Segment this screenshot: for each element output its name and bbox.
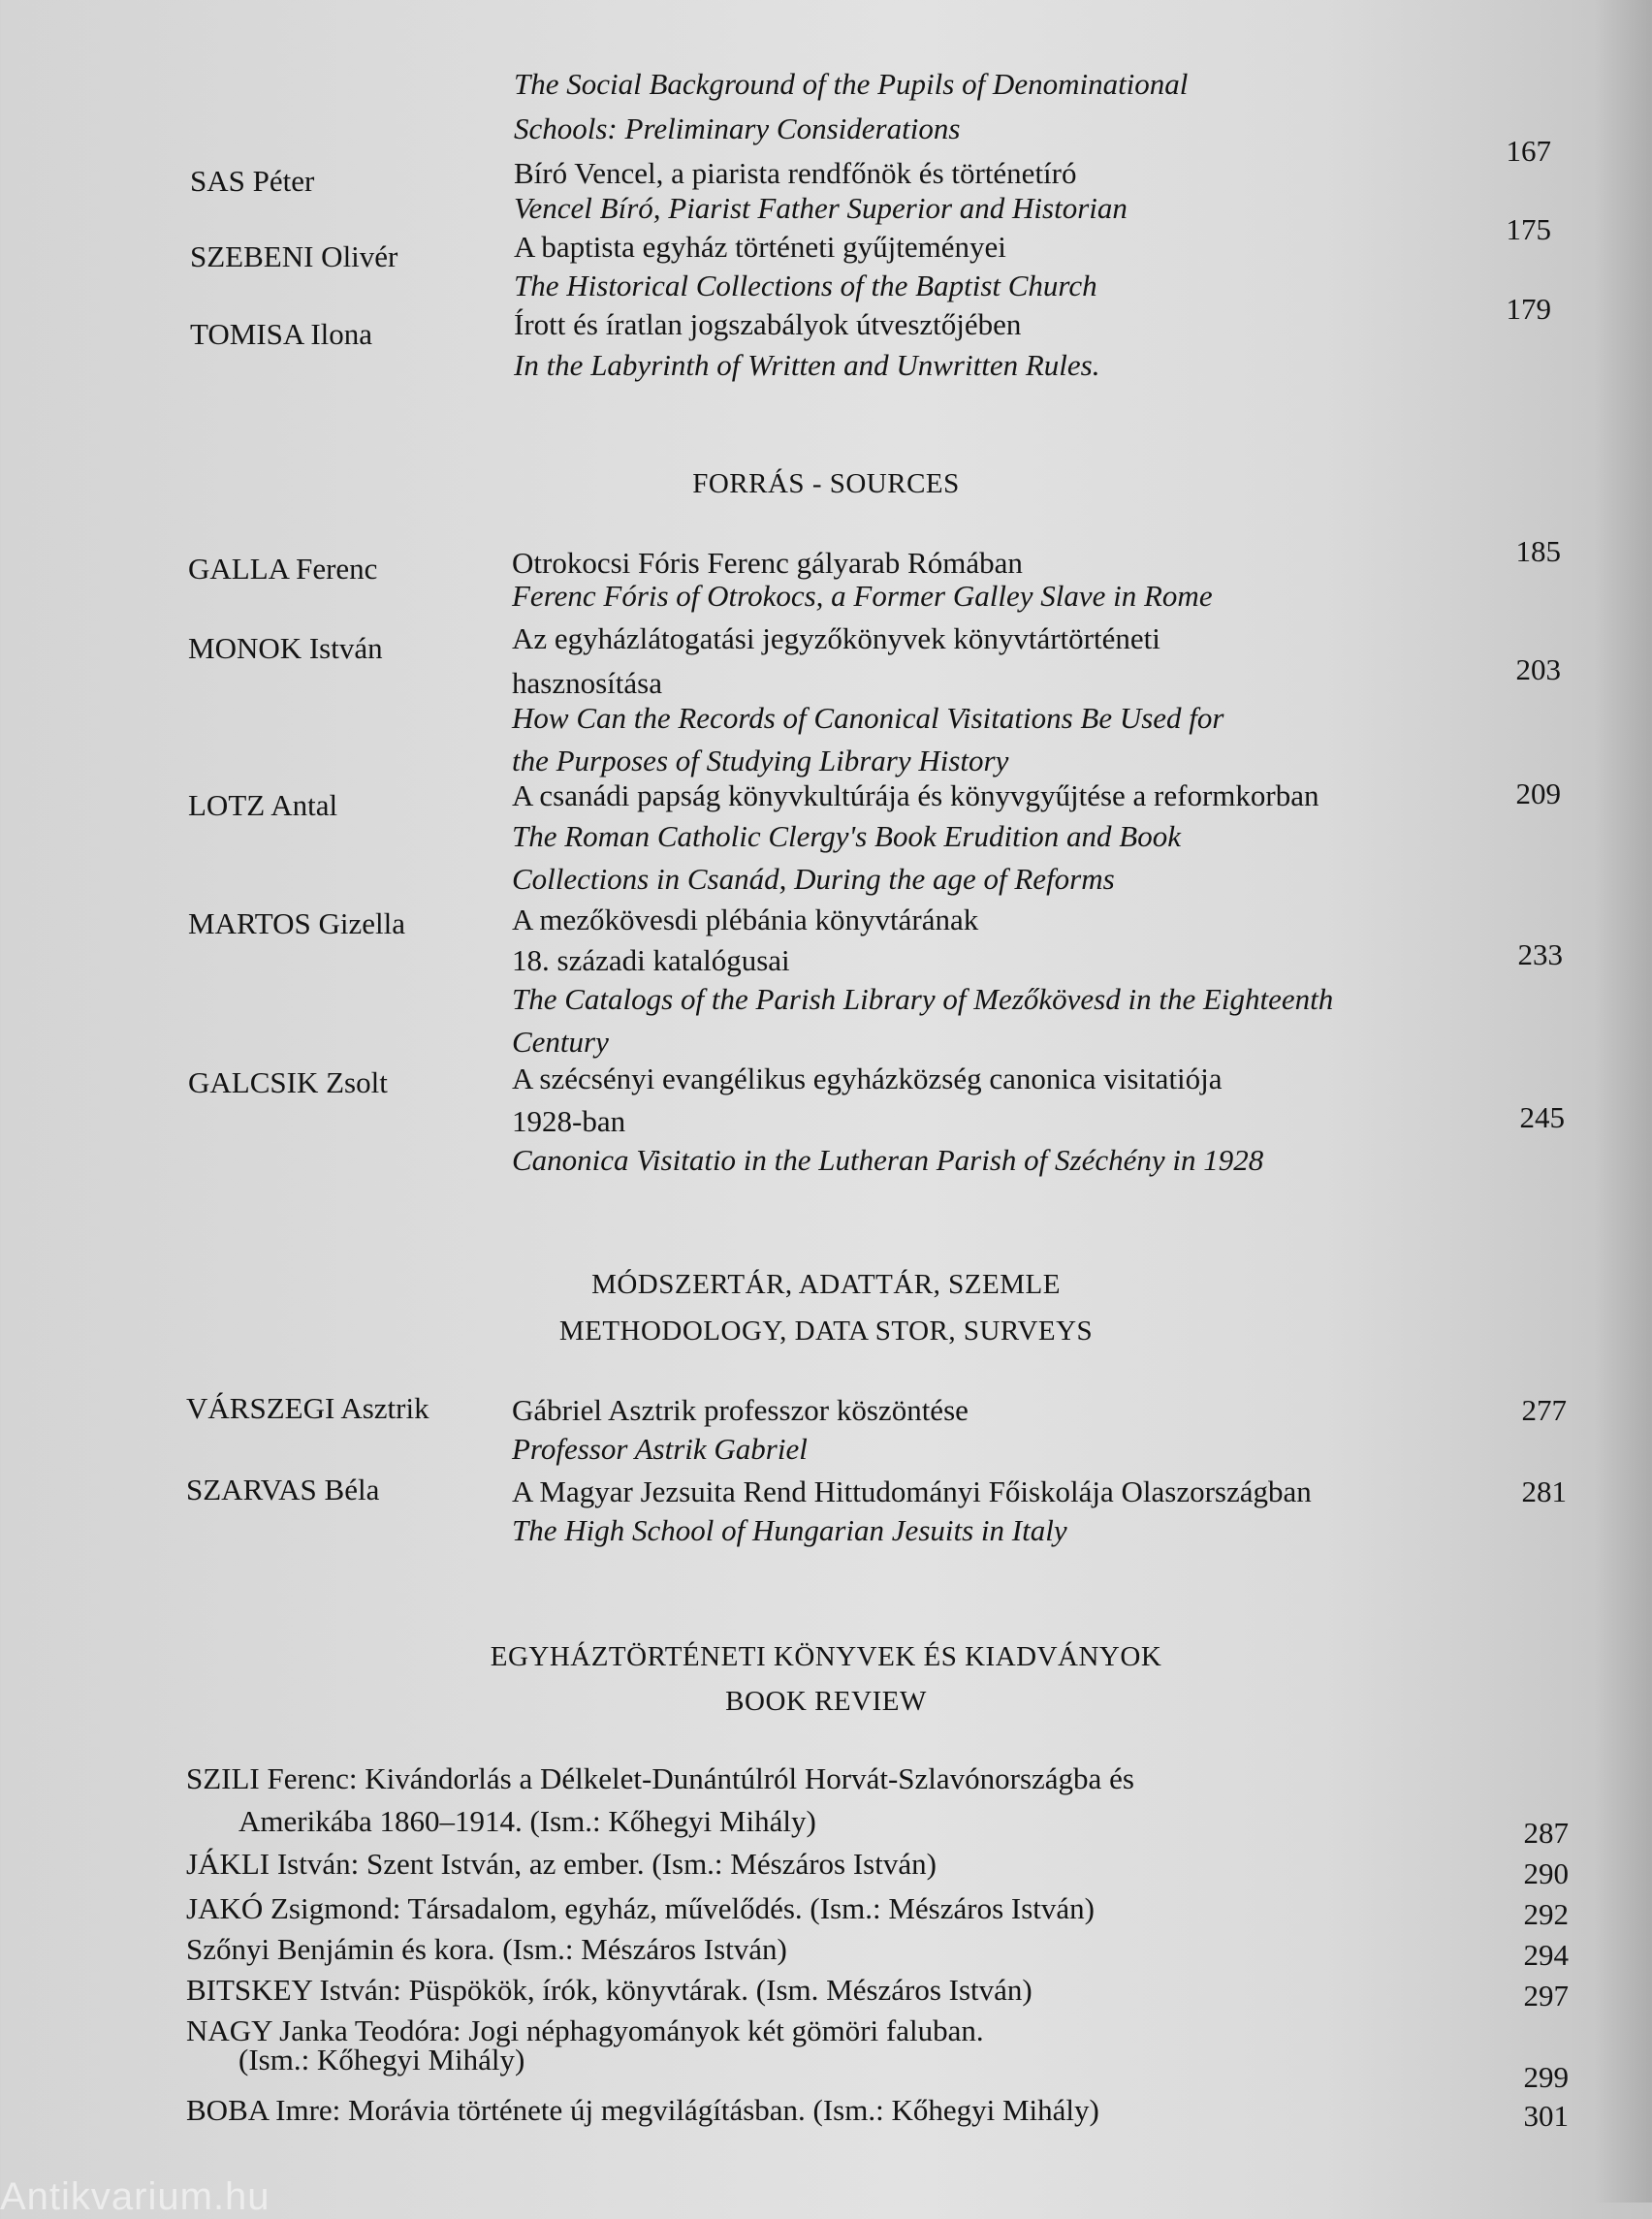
watermark-logo: Antikvarium.hu bbox=[0, 2175, 270, 2218]
page-number: 292 bbox=[1523, 1897, 1569, 1931]
article-english-title: Vencel Bíró, Piarist Father Superior and Historian bbox=[514, 191, 1128, 225]
article-english-title: How Can the Records of Canonical Visitations Be Used for bbox=[512, 701, 1224, 735]
page-number: 185 bbox=[1515, 534, 1561, 568]
article-title: Gábriel Asztrik professzor köszöntése bbox=[512, 1393, 969, 1427]
review-line-cont: Amerikába 1860–1914. (Ism.: Kőhegyi Mihály) bbox=[238, 1804, 816, 1838]
article-title-cont: 18. századi katalógusai bbox=[512, 943, 790, 977]
article-english-title: The Catalogs of the Parish Library of Mezőkövesd in the Eighteenth bbox=[512, 982, 1334, 1016]
intro-english-line2: Schools: Preliminary Considerations bbox=[514, 111, 961, 145]
author-name: VÁRSZEGI Asztrik bbox=[186, 1391, 429, 1425]
author-name: MARTOS Gizella bbox=[188, 906, 406, 940]
section-heading-books-en: BOOK REVIEW bbox=[725, 1686, 927, 1717]
page-number: 203 bbox=[1515, 652, 1561, 686]
author-name: SZEBENI Olivér bbox=[190, 239, 398, 273]
review-line: Szőnyi Benjámin és kora. (Ism.: Mészáros István) bbox=[186, 1932, 787, 1966]
page-number: 175 bbox=[1506, 212, 1551, 246]
article-english-title: The Historical Collections of the Baptist Church bbox=[514, 269, 1097, 302]
article-english-title: The Roman Catholic Clergy's Book Erudition and Book bbox=[512, 819, 1181, 853]
article-title-cont: hasznosítása bbox=[512, 666, 662, 700]
article-english-title: Ferenc Fóris of Otrokocs, a Former Galley Slave in Rome bbox=[512, 579, 1213, 613]
page-number: 233 bbox=[1517, 937, 1563, 971]
article-english-title-cont: the Purposes of Studying Library History bbox=[512, 744, 1009, 777]
review-line-cont: (Ism.: Kőhegyi Mihály) bbox=[238, 2043, 525, 2076]
page-number: 281 bbox=[1521, 1474, 1567, 1508]
author-name: LOTZ Antal bbox=[188, 788, 338, 822]
review-line: BOBA Imre: Morávia története új megvilágításban. (Ism.: Kőhegyi Mihály) bbox=[186, 2093, 1099, 2127]
article-english-title-cont: Century bbox=[512, 1025, 609, 1059]
author-name: TOMISA Ilona bbox=[190, 317, 373, 351]
article-english-title-cont: Collections in Csanád, During the age of Reforms bbox=[512, 862, 1115, 896]
article-english-title: Professor Astrik Gabriel bbox=[512, 1432, 808, 1466]
review-line: NAGY Janka Teodóra: Jogi néphagyományok két gömöri faluban. bbox=[186, 2013, 984, 2047]
article-title-cont: 1928-ban bbox=[512, 1104, 626, 1138]
author-name: SZARVAS Béla bbox=[186, 1473, 380, 1506]
author-name: MONOK István bbox=[188, 631, 383, 665]
author-name: GALCSIK Zsolt bbox=[188, 1065, 388, 1099]
article-title: Otrokocsi Fóris Ferenc gályarab Rómában bbox=[512, 546, 1023, 580]
page-number: 297 bbox=[1523, 1979, 1569, 2013]
page-number: 290 bbox=[1523, 1856, 1569, 1890]
author-name: SAS Péter bbox=[190, 164, 315, 198]
review-line: JÁKLI István: Szent István, az ember. (Ism.: Mészáros István) bbox=[186, 1847, 937, 1881]
author-name: GALLA Ferenc bbox=[188, 552, 378, 586]
page-number: 179 bbox=[1506, 292, 1551, 326]
article-title: A mezőkövesdi plébánia könyvtárának bbox=[512, 903, 979, 936]
article-title: A baptista egyház történeti gyűjteményei bbox=[514, 230, 1006, 264]
page-number: 209 bbox=[1515, 777, 1561, 810]
section-heading-books-hu: EGYHÁZTÖRTÉNETI KÖNYVEK ÉS KIADVÁNYOK bbox=[490, 1641, 1162, 1672]
article-title: A szécsényi evangélikus egyházközség canonica visitatiója bbox=[512, 1062, 1223, 1095]
article-title: Az egyházlátogatási jegyzőkönyvek könyvtártörténeti bbox=[512, 621, 1160, 655]
article-title: Bíró Vencel, a piarista rendfőnök és történetíró bbox=[514, 156, 1077, 190]
page-number: 245 bbox=[1519, 1100, 1565, 1134]
article-english-title: Canonica Visitatio in the Lutheran Parish of Széchény in 1928 bbox=[512, 1143, 1264, 1177]
article-title: A Magyar Jezsuita Rend Hittudományi Főiskolája Olaszországban bbox=[512, 1474, 1312, 1508]
page-number: 277 bbox=[1521, 1393, 1567, 1427]
page-number: 167 bbox=[1506, 134, 1551, 168]
article-title: A csanádi papság könyvkultúrája és könyvgyűjtése a reformkorban bbox=[512, 778, 1319, 812]
section-heading-methodology-hu: MÓDSZERTÁR, ADATTÁR, SZEMLE bbox=[591, 1269, 1061, 1300]
article-english-title: The High School of Hungarian Jesuits in Italy bbox=[512, 1513, 1067, 1547]
section-heading-methodology-en: METHODOLOGY, DATA STOR, SURVEYS bbox=[558, 1316, 1094, 1347]
page-number: 301 bbox=[1523, 2099, 1569, 2133]
review-line: SZILI Ferenc: Kivándorlás a Délkelet-Dunántúlról Horvát-Szlavónországba és bbox=[186, 1761, 1134, 1795]
page-number: 294 bbox=[1523, 1938, 1569, 1972]
review-line: JAKÓ Zsigmond: Társadalom, egyház, művelődés. (Ism.: Mészáros István) bbox=[186, 1891, 1095, 1925]
intro-english-line1: The Social Background of the Pupils of Denominational bbox=[514, 67, 1189, 101]
page-edge-shadow bbox=[1594, 0, 1652, 2203]
page-number: 287 bbox=[1523, 1816, 1569, 1850]
article-title: Írott és íratlan jogszabályok útvesztőjében bbox=[514, 307, 1022, 341]
article-english-title: In the Labyrinth of Written and Unwritten Rules. bbox=[514, 348, 1100, 382]
review-line: BITSKEY István: Püspökök, írók, könyvtárak. (Ism. Mészáros István) bbox=[186, 1973, 1032, 2007]
page-number: 299 bbox=[1523, 2060, 1569, 2094]
section-heading-sources: FORRÁS - SOURCES bbox=[692, 468, 960, 499]
